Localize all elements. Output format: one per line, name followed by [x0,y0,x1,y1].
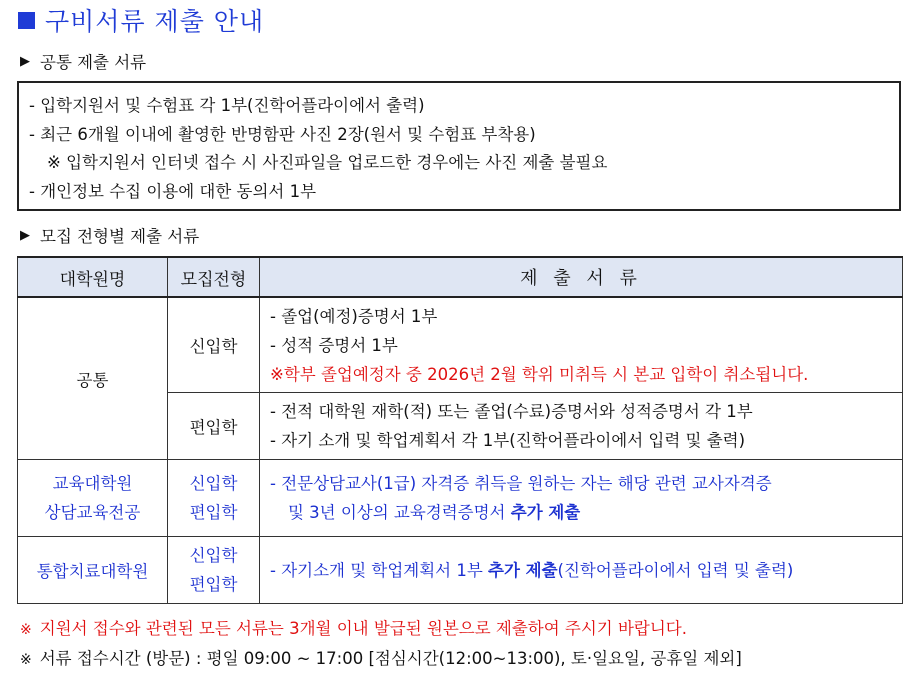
common-docs-heading [20,48,146,74]
type-transfer: 편입학 [168,393,260,460]
docs-table [17,256,903,604]
doc-emphasis: 추가 제출 [510,503,581,522]
list-item-note: ※ 입학지원서 인터넷 접수 시 사진파일을 업로드한 경우에는 사진 제출 불필요 [47,153,608,172]
reference-mark-icon: ※ [20,652,32,668]
docs-education [260,460,903,537]
type-new: 신입학 [189,474,238,493]
doc-line: - 성적 증명서 1부 [270,335,398,355]
hours-note [20,645,742,669]
school-name: 교육대학원 [52,474,133,493]
common-docs-box [17,81,901,211]
school-major: 상담교육전공 [44,503,141,522]
hours-note-text: 서류 접수시간 (방문) : 평일 09:00 ~ 17:00 [점심시간(12:00~13:00), 토·일요일, 공휴일 제외] [39,649,742,668]
doc-line: - 자기 소개 및 학업계획서 각 1부(진학어플라이에서 입력 및 출력) [270,431,746,450]
common-docs-heading-text: 공통 제출 서류 [40,53,147,72]
doc-line: - 전적 대학원 재학(적) 또는 졸업(수료)증명서와 성적증명서 각 1부 [270,402,753,421]
type-docs-heading-text: 모집 전형별 제출 서류 [40,227,200,246]
header-docs: 제 출 서 류 [260,257,903,297]
list-item: - 최근 6개월 이내에 촬영한 반명함판 사진 2장(원서 및 수험표 부착용) [29,124,536,144]
header-school: 대학원명 [18,257,168,297]
doc-line: - 졸업(예정)증명서 1부 [270,306,438,326]
header-type: 모집전형 [168,257,260,297]
type-docs-heading [20,222,199,248]
doc-text: - 자기소개 및 학업계획서 1부 [270,560,489,580]
table-row [18,460,903,537]
triangle-bullet-icon: ▶ [20,227,30,243]
page-title-text: 구비서류 제출 안내 [45,7,265,36]
docs-common-new [260,297,903,393]
doc-line [270,498,902,527]
type-new: 신입학 [168,297,260,393]
square-bullet-icon [18,12,35,29]
warning-note [20,615,687,639]
table-header-row [18,257,903,297]
reference-mark-icon: ※ [20,622,32,638]
table-row [18,537,903,604]
type-transfer: 편입학 [189,503,238,522]
docs-therapy [260,537,903,604]
doc-warning: ※학부 졸업예정자 중 2026년 2월 학위 미취득 시 본교 입학이 취소됩니다. [270,364,809,384]
doc-line: - 전문상담교사(1급) 자격증 취득을 원하는 자는 해당 관련 교사자격증 [270,474,772,493]
docs-common-transfer [260,393,903,460]
type-therapy [168,537,260,604]
warning-note-text: 지원서 접수와 관련된 모든 서류는 3개월 이내 발급된 원본으로 제출하여 주시기 바랍니다. [39,619,687,638]
table-row [18,297,903,393]
type-education [168,460,260,537]
triangle-bullet-icon: ▶ [20,53,30,69]
page-title [18,2,264,38]
doc-text: (진학어플라이에서 입력 및 출력) [557,560,794,580]
doc-emphasis: 추가 제출 [488,560,558,580]
school-education [18,460,168,537]
type-transfer: 편입학 [189,575,238,594]
list-item: - 개인정보 수집 이용에 대한 동의서 1부 [29,181,317,201]
doc-text: 및 3년 이상의 교육경력증명서 [288,503,511,522]
list-item: - 입학지원서 및 수험표 각 1부(진학어플라이에서 출력) [29,96,425,115]
school-common: 공통 [18,297,168,460]
doc-line [270,556,902,585]
school-therapy: 통합치료대학원 [18,537,168,604]
type-new: 신입학 [189,546,238,565]
